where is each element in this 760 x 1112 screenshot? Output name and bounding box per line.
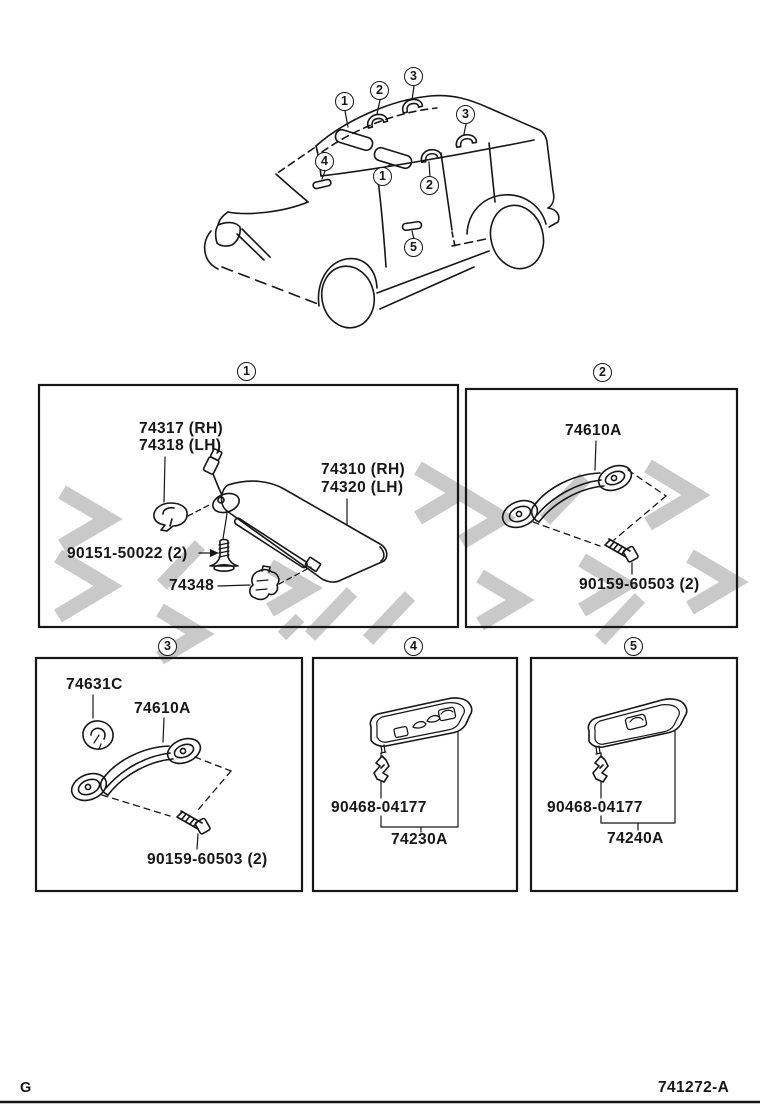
section-box-4 bbox=[313, 658, 517, 891]
part-label-grip-front-screw: 90159-60503 (2) bbox=[579, 576, 700, 593]
part-label-grip-rear: 74610A bbox=[134, 700, 191, 717]
car-callout-grip-inner: 2 bbox=[420, 176, 439, 195]
section-callout-3: 3 bbox=[158, 637, 177, 656]
car-callout-visor-inner: 1 bbox=[373, 167, 392, 186]
part-label-grip-rear-screw: 90159-60503 (2) bbox=[147, 851, 268, 868]
section-callout-2: 2 bbox=[593, 363, 612, 382]
part-label-visor-rh: 74310 (RH) bbox=[321, 461, 406, 478]
car-callout-grip-front: 2 bbox=[370, 81, 389, 100]
part-label-visor-holder-rh: 74317 (RH) bbox=[139, 420, 224, 437]
section-callout-5: 5 bbox=[624, 637, 643, 656]
part-label-coat-hook: 74631C bbox=[66, 676, 123, 693]
part-label-grip-front: 74610A bbox=[565, 422, 622, 439]
part-label-front-armrest-clip: 90468-04177 bbox=[331, 799, 427, 816]
section-callout-4: 4 bbox=[404, 637, 423, 656]
part-label-visor-holder-lh: 74318 (LH) bbox=[139, 437, 222, 454]
car-figure bbox=[205, 86, 559, 333]
assist-grip-drawing-rear bbox=[68, 695, 231, 849]
page-letter: G bbox=[20, 1080, 33, 1096]
car-armrest-shapes bbox=[313, 179, 422, 231]
part-label-visor-clip: 74348 bbox=[169, 577, 215, 594]
figure-code: 741272-A bbox=[658, 1079, 730, 1096]
car-callout-grip-rear-a: 3 bbox=[404, 67, 423, 86]
assist-grip-drawing-front bbox=[499, 441, 666, 574]
section-callout-1: 1 bbox=[237, 362, 256, 381]
part-label-rear-armrest-clip: 90468-04177 bbox=[547, 799, 643, 816]
part-label-visor-lh: 74320 (LH) bbox=[321, 479, 404, 496]
car-callout-armrest-rear: 5 bbox=[404, 238, 423, 257]
car-callout-grip-rear-b: 3 bbox=[456, 105, 475, 124]
section-box-5 bbox=[531, 658, 737, 891]
part-label-visor-screw: 90151-50022 (2) bbox=[67, 545, 188, 562]
part-label-front-armrest: 74230A bbox=[391, 831, 448, 848]
car-visor-shapes bbox=[334, 128, 413, 170]
part-label-rear-armrest: 74240A bbox=[607, 830, 664, 847]
car-callout-visor-front: 1 bbox=[335, 92, 354, 111]
car-callout-armrest-front: 4 bbox=[315, 152, 334, 171]
